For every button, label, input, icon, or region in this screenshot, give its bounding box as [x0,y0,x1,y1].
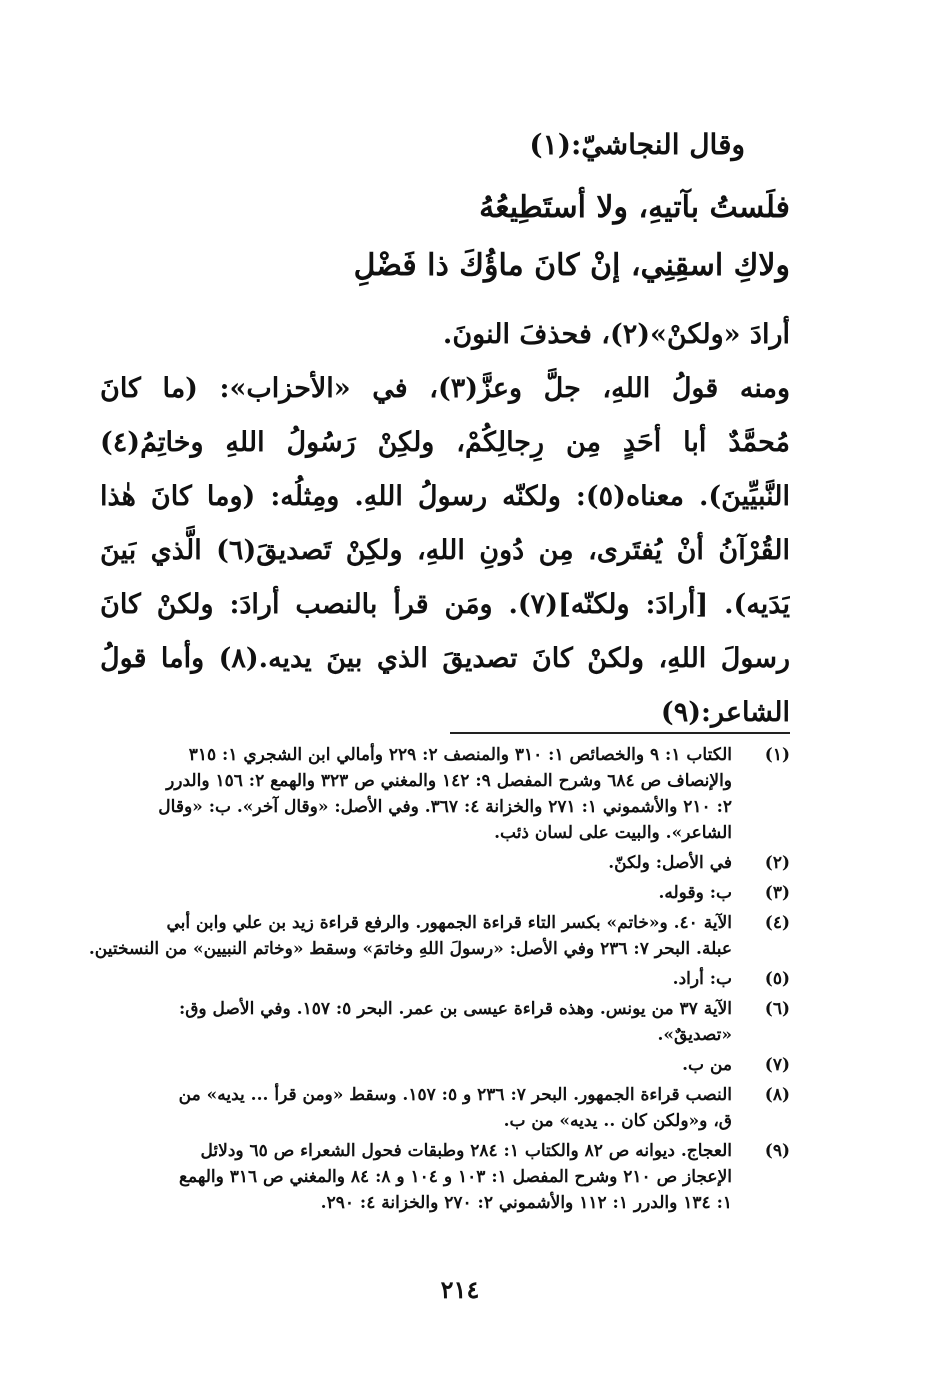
footnote-line: في الأصل: ولكنّ. [608,853,732,873]
footnote-line: الإعجاز ص ٢١٠ وشرح المفصل ١: ١٠٣ و ١٠٤ و ٨: ٨٤ والمغني ص ٣١٦ والهمع [178,1167,732,1187]
footnote-text [85,910,732,962]
footnote-text [85,1052,732,1078]
footnote-number: (٧) [764,1055,790,1075]
page-number: ٢١٤ [440,1275,480,1304]
footnote-number: (٩) [764,1141,790,1161]
footnote-number: (٢) [764,853,790,873]
body-line: مُحمَّدٌ أبا أحَدٍ مِن رِجالِكُمْ، ولكِنْ رَسُولُ اللهِ وخاتِمُ(٤) [100,427,790,458]
footnote [85,880,790,906]
intro-line: وقال النجاشيّ:(١) [529,128,745,161]
footnote [85,1138,790,1216]
body-line: النَّبيِّينَ). معناه(٥): ولكنّه رسولُ اللهِ. ومِثلُه: (وما كانَ هٰذا [100,481,790,512]
body-line: الشاعر:(٩) [660,697,790,728]
verse-second-hemistich: ولاكِ اسقِنِي، إنْ كانَ ماؤُكَ ذا فَضْلِ [353,248,790,283]
footnote-number: (٤) [764,913,790,933]
footnote [85,1052,790,1078]
footnote-line: الشاعر». والبيت على لسان ذئب. [494,823,732,843]
footnote-number: (٨) [764,1085,790,1105]
footnote-text [85,996,732,1048]
footnote-line: من ب. [682,1055,732,1075]
footnote-line: ق، و«ولكن كان .. يديه» من ب. [503,1111,732,1131]
footnote-line: الكتاب ١: ٩ والخصائص ١: ٣١٠ والمنصف ٢: ٢٢٩ وأمالي ابن الشجري ١: ٣١٥ [188,745,732,765]
main-text [100,308,790,740]
body-line: يَدَيه). [أرادَ: ولكنّه](٧). ومَن قرأ بالنصب أرادَ: ولكنْ كانَ [100,589,790,620]
body-line: القُرْآنُ أنْ يُفتَرى، مِن دُونِ اللهِ، ولكِنْ تَصديقَ(٦) الَّذي بَينَ [100,535,790,566]
footnote [85,910,790,962]
body-line: أرادَ «ولكنْ»(٢)، فحذفَ النونَ. [442,319,790,350]
footnote-text [85,742,732,846]
footnote-number: (٦) [764,999,790,1019]
footnote-line: عبلة. البحر ٧: ٢٣٦ وفي الأصل: «رسولَ اللهِ وخاتمَ» وسقط «وخاتم النبيين» من النسختين. [88,939,732,959]
footnote-line: النصب قراءة الجمهور. البحر ٧: ٢٣٦ و ٥: ١٥٧. وسقط «ومن قرأ ... يديه» من [178,1085,732,1105]
footnote-line: ٢: ٢١٠ والأشموني ١: ٢٧١ والخزانة ٤: ٣٦٧. وفي الأصل: «وقال آخر». ب: «وقال [158,797,732,817]
footnote-text [85,850,732,876]
footnote-separator [450,732,790,734]
footnote-text [85,966,732,992]
footnote-text [85,1082,732,1134]
footnote-text [85,880,732,906]
footnote-number: (١) [764,745,790,765]
footnote-line: والإنصاف ص ٦٨٤ وشرح المفصل ٩: ١٤٢ والمغني ص ٣٢٣ والهمع ٢: ١٥٦ والدرر [166,771,732,791]
footnote-line: الآية ٣٧ من يونس. وهذه قراءة عيسى بن عمر. البحر ٥: ١٥٧. وفي الأصل وق: [178,999,732,1019]
body-line: رسولَ اللهِ، ولكنْ كانَ تصديقَ الذي بينَ يديه.(٨) وأما قولُ [100,643,790,674]
footnote-line: ب: وقوله. [658,883,732,903]
footnote-line: الآية ٤٠. و«خاتم» بكسر التاء قراءة الجمهور. والرفع قراءة زيد بن علي وابن أبي [166,913,732,933]
verse-first-hemistich: فلَستُ بآتيهِ، ولا أستَطِيعُهُ [479,190,790,225]
footnote [85,1082,790,1134]
footnote [85,850,790,876]
footnote-line: ١: ١٣٤ والدرر ١: ١١٢ والأشموني ٢: ٢٧٠ والخزانة ٤: ٢٩٠. [320,1193,732,1213]
footnote-number: (٣) [764,883,790,903]
footnote [85,742,790,846]
footnote-line: ب: أراد. [672,969,732,989]
footnote-number: (٥) [764,969,790,989]
footnote [85,966,790,992]
footnote-line: «تصديقٌ». [657,1025,732,1045]
body-line: ومنه قولُ اللهِ، جلَّ وعزَّ(٣)، في «الأحزاب»: (ما كانَ [100,373,790,404]
footnote [85,996,790,1048]
footnotes [85,742,790,1220]
footnote-line: العجاج. ديوانه ص ٨٢ والكتاب ١: ٢٨٤ وطبقات فحول الشعراء ص ٦٥ ودلائل [200,1141,732,1161]
footnote-text [85,1138,732,1216]
